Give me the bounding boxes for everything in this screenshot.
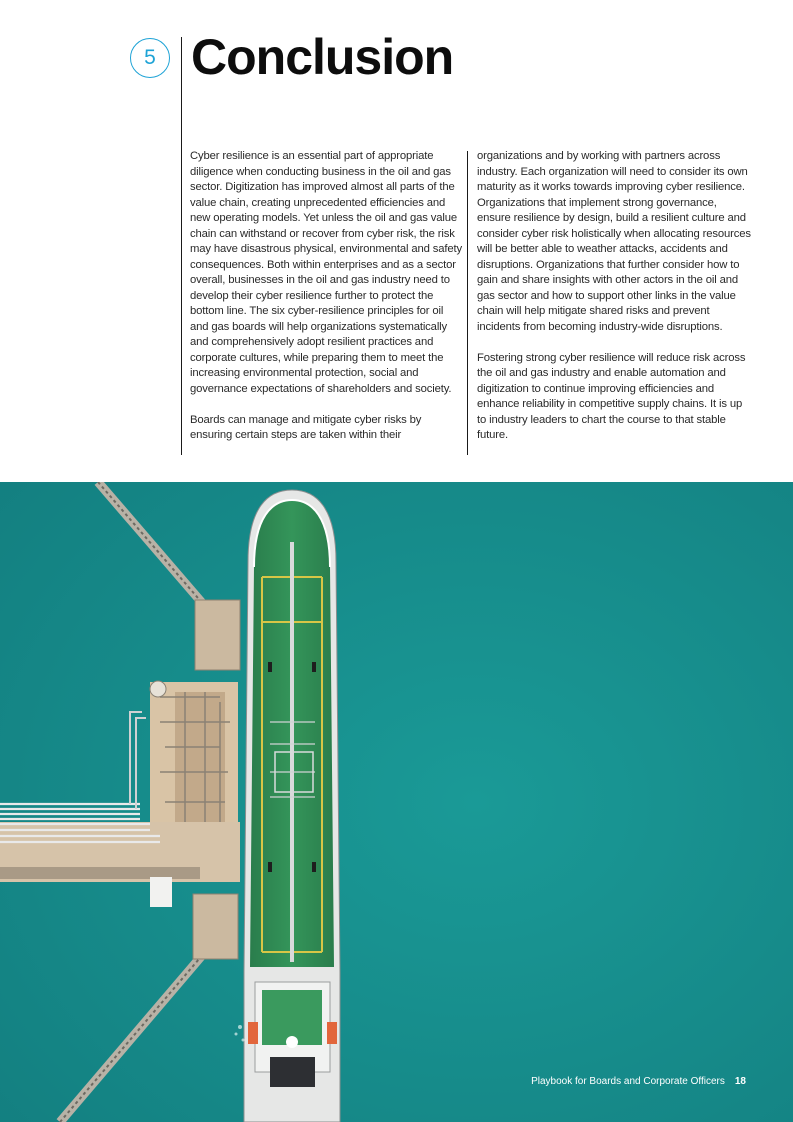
page-number: 18 xyxy=(734,1076,746,1087)
body-column-right xyxy=(477,149,751,459)
tanker-aerial-photo xyxy=(0,482,793,1122)
column-divider xyxy=(467,151,468,455)
body-paragraph: Fostering strong cyber resilience will reduce risk across the oil and gas industry and enable automation and digitization to continue improving efficiencies and enhance reliability in competitive supply chains. It is up to industry leaders to chart the course to that stable future. xyxy=(477,351,746,441)
chapter-number-badge: 5 xyxy=(130,38,170,78)
tanker xyxy=(244,490,340,1122)
page-title: Conclusion xyxy=(191,29,454,85)
mooring-platform-bottom xyxy=(193,894,238,959)
publication-title: Playbook for Boards and Corporate Officers xyxy=(531,1076,725,1087)
body-paragraph: Cyber resilience is an essential part of appropriate diligence when conducting business in the oil and gas sector. Digitization has improved almost all parts of the value chain, creating unprecedented efficiencies and new operating models. Yet unless the oil and gas value chain can withstand or recover from cyber risk, the risk may have disastrous physical, environmental and safety consequences. Both within enterprises and as a sector overall, businesses in the oil and gas industry need to develop their cyber resilience further to protect the bottom line. The six cyber-resilience principles for oil and gas boards will help organizations systematically and comprehensively adopt resilient practices and corporate cultures, while preparing them to meet the increasing environmental protection, social and governance expectations of shareholders and society. xyxy=(190,150,462,395)
body-paragraph: Boards can manage and mitigate cyber risks by ensuring certain steps are taken within their xyxy=(190,413,422,441)
title-rule xyxy=(181,37,182,455)
mooring-platform-top xyxy=(195,600,240,670)
sea xyxy=(0,482,793,1122)
page-footer xyxy=(531,1076,746,1087)
body-paragraph: organizations and by working with partners across industry. Each organization will need to consider its own maturity as it works towards improving cyber resilience. Organizations that implement strong governance, ensure resilience by design, build a resilient culture and consider cyber risk holistically when allocating resources will be better able to weather attacks, accidents and disruptions. Organizations that further consider how to gain and share insights with other actors in the oil and gas sector and how to support other links in the value chain will help mitigate shared risks and prevent incidents from becoming industry-wide disruptions. xyxy=(477,150,751,333)
body-column-left xyxy=(190,149,462,459)
